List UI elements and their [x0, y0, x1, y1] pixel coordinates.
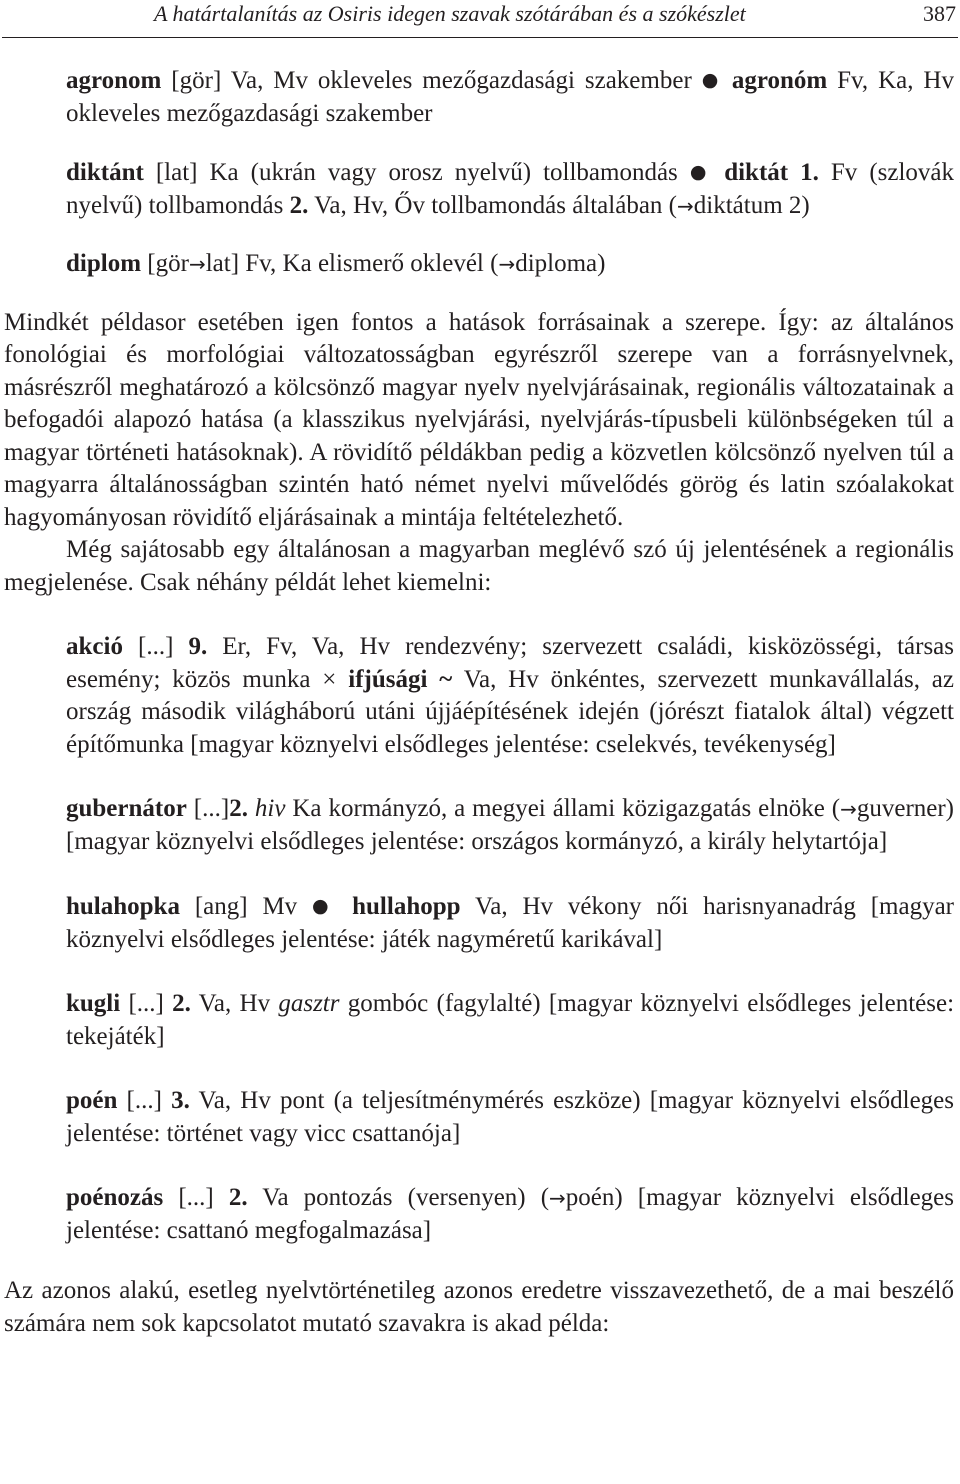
dictionary-entry-gubernator [4, 793, 954, 858]
cross-reference-arrow-icon: → [549, 1186, 566, 1210]
headword: kugli [66, 990, 121, 1017]
entry-text [248, 795, 255, 822]
header-divider [2, 37, 958, 38]
body-paragraph-2: Még sajátosabb egy általánosan a magyarban meglévő szó új jelentésének a regionális megjelenése. Csak néhány példát lehet kiemelni: [4, 536, 954, 596]
cross-reference-arrow-icon: → [840, 797, 857, 821]
entry-text: Va pontozás (versenyen) ( [247, 1184, 550, 1211]
bullet-icon: ● [689, 161, 713, 183]
entry-text: Va, Hv önkéntes, szervezett munkavállalás, az ország második világháború utáni újjáépítésének idején (jórészt fiatalok által) végzett építőmunka [magyar köznyelvi elsődleges jelentése: cselekvés, tevékenység] [66, 665, 954, 758]
dictionary-entries-top [4, 64, 954, 281]
dictionary-entry-kugli [4, 988, 954, 1053]
entry-text [712, 159, 724, 186]
page-content [4, 64, 954, 1340]
page-number: 387 [923, 1, 956, 26]
entry-text: diktátum 2) [693, 191, 810, 219]
dictionary-entry-diplom [4, 248, 954, 281]
bold-term: 2. [289, 191, 309, 219]
entry-text: [...] [117, 1087, 172, 1114]
entry-text: Fv, Ka, Hv okleveles mezőgazdasági szakember [66, 67, 954, 127]
dictionary-entry-akcio [4, 631, 954, 761]
bold-term: 3. [171, 1087, 190, 1114]
dictionary-entry-poenozas [4, 1182, 954, 1247]
cross-reference-arrow-icon: → [188, 252, 206, 276]
entry-text: lat] Fv, Ka elismerő oklevél ( [205, 250, 499, 277]
entry-text: [...] [163, 1184, 229, 1211]
headword: akció [66, 633, 123, 660]
entry-text: Ka kormányzó, a megyei állami közigazgatás elnöke ( [285, 795, 841, 822]
entry-text: gombóc (fagylalté) [magyar köznyelvi elsődleges jelentése: tekejáték] [66, 990, 955, 1050]
entry-text: [gör] Va, Mv okleveles mezőgazdasági szakember [161, 67, 702, 94]
bold-term: hullahopp [352, 893, 461, 920]
entry-text [337, 893, 352, 920]
dictionary-entries-bottom [4, 631, 954, 1247]
bullet-icon: ● [312, 895, 338, 917]
entry-text: [gör [141, 250, 189, 277]
entry-text: guverner) [magyar köznyelvi elsődleges jelentése: országos kormányzó, a király helytartója] [66, 795, 955, 855]
entry-text: [ang] Mv [179, 893, 313, 920]
entry-text: poén) [magyar köznyelvi elsődleges jelentése: csattanó megfogalmazása] [66, 1184, 954, 1244]
cross-reference-arrow-icon: → [498, 252, 516, 276]
bold-term: agronóm [731, 67, 828, 94]
cross-reference-arrow-icon: → [677, 193, 694, 218]
dictionary-entry-poen [4, 1085, 954, 1150]
dictionary-entry-diktant [4, 156, 954, 222]
entry-text: [...] [186, 795, 230, 822]
entry-text [722, 67, 732, 94]
dictionary-entry-agronom [4, 64, 954, 130]
headword: poénozás [66, 1184, 164, 1211]
bold-term: ifjúsági ~ [348, 665, 453, 693]
entry-text: Va, Hv, Őv tollbamondás általában ( [308, 191, 677, 219]
body-paragraph-3: Az azonos alakú, esetleg nyelvtörténetileg azonos eredetre visszavezethető, de a mai beszélő számára nem sok kapcsolatot mutató szavakra is akad példa: [4, 1277, 954, 1337]
bold-term: diktát 1. [724, 159, 819, 186]
headword: poén [66, 1087, 118, 1114]
entry-text: [lat] Ka (ukrán vagy orosz nyelvű) tollbamondás [143, 159, 690, 186]
bold-term: 2. [229, 795, 248, 822]
headword: diplom [66, 250, 142, 277]
headword: gubernátor [66, 795, 187, 822]
entry-text: [...] [120, 990, 173, 1017]
bullet-icon: ● [701, 69, 722, 91]
entry-text: [...] [122, 633, 189, 660]
bold-term: 2. [228, 1184, 248, 1211]
headword: hulahopka [66, 893, 180, 920]
usage-label: hiv [254, 795, 286, 822]
entry-text: Va, Hv vékony női harisnyanadrág [magyar köznyelvi elsődleges jelentése: játék nagyméretű karikával] [66, 893, 955, 953]
bold-term: 9. [188, 633, 208, 660]
usage-label: gasztr [278, 990, 340, 1017]
body-paragraph-1: Mindkét példasor esetében igen fontos a hatások forrásainak a szerepe. Így: az általános fonológiai és morfológiai változatosságban egyrészről szerepe van a forrásnyelvnek, másrészről meghatározó a kölcsönző magyar nyelv nyelvjárásainak, regionális változatainak a befogadói alapozó hatása (a klasszikus nyelvjárási, nyelvjárás-típusbeli különbségeken túl a magyar történeti hatásoknak). A rövidítő példákban pedig a közvetlen kölcsönző nyelven túl a magyarra általánosságban szintén ható német nyelvi művelődés görög és latin szóalakokat hagyományosan rövidítő eljárásainak a mintája feltételezhető. [4, 308, 954, 531]
headword: agronom [66, 67, 162, 94]
running-header-title: A határtalanítás az Osiris idegen szavak szótárában és a szókészlet [154, 1, 746, 26]
dictionary-entry-hulahopka [4, 890, 954, 956]
entry-text: Va, Hv [190, 990, 279, 1017]
headword: diktánt [66, 159, 144, 186]
entry-text: Va, Hv pont (a teljesítménymérés eszköze) [magyar köznyelvi elsődleges jelentése: történet vagy vicc csattanója] [66, 1087, 955, 1147]
running-header [154, 0, 956, 30]
entry-text: Er, Fv, Va, Hv rendezvény; szervezett családi, kisközösségi, társas esemény; közös munka × [66, 633, 954, 693]
entry-text: diploma) [515, 250, 606, 277]
bold-term: 2. [172, 990, 191, 1017]
entry-text: Fv (szlovák nyelvű) tollbamondás [66, 159, 955, 219]
